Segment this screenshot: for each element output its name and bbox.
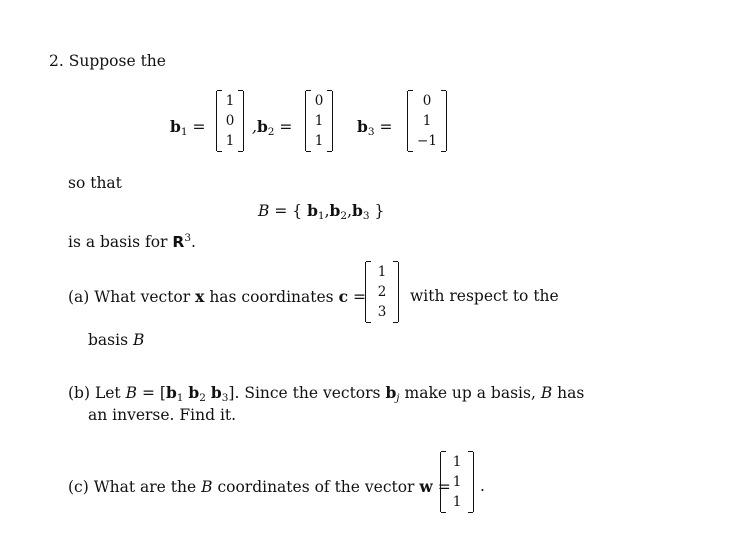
vector-b2-label: $,b_2$ = (252, 117, 293, 138)
matrix-entry: 1 (422, 113, 432, 129)
matrix-entry: 1 (377, 264, 387, 280)
basis-statement: is a basis for $R^3$. (68, 232, 196, 251)
so-that-text: so that (68, 174, 122, 192)
vector-b1-label: $b_1$ = (170, 117, 206, 138)
part-c-label: (c) (68, 478, 89, 496)
matrix-entry: 1 (452, 454, 462, 470)
part-a-line2: basis B (88, 331, 145, 349)
part-a-continuation: with respect to the (410, 287, 559, 305)
vector-b3-matrix (407, 91, 447, 151)
part-b-label: (b) (68, 384, 91, 402)
part-b-line2: an inverse. Find it. (88, 406, 237, 424)
vector-b3-label: $b_3$ = (357, 117, 393, 138)
part-c-vector-w (440, 452, 474, 512)
vector-b1-matrix (216, 91, 244, 151)
basis-set-equation: B = { $b_1,b_2,b_3$ } (258, 201, 385, 222)
matrix-entry: 1 (225, 133, 235, 149)
matrix-entry: 1 (452, 494, 462, 510)
part-a-question: (a) What vector x has coordinates c = (68, 287, 366, 306)
problem-header (49, 52, 166, 70)
matrix-entry: 1 (314, 133, 324, 149)
part-b-question: (b) Let $B = [b_1$ $b_2$ $b_3$]. Since the vectors $b_j$ make up a basis, B has (68, 383, 585, 404)
matrix-entry: 0 (422, 93, 432, 109)
problem-intro: Suppose the (68, 52, 166, 70)
part-a-label: (a) (68, 288, 90, 306)
matrix-entry: 1 (314, 113, 324, 129)
vector-b2-matrix (305, 91, 333, 151)
part-c-period: . (480, 477, 485, 495)
matrix-entry: 0 (225, 113, 235, 129)
part-c-question: (c) What are the B coordinates of the vector w = (68, 477, 451, 496)
matrix-entry: 1 (225, 93, 235, 109)
part-a-coordinate-vector (365, 262, 399, 322)
matrix-entry: −1 (417, 133, 437, 149)
matrix-entry: 1 (452, 474, 462, 490)
matrix-entry: 3 (377, 304, 387, 320)
matrix-entry: 2 (377, 284, 387, 300)
matrix-entry: 0 (314, 93, 324, 109)
problem-number: 2. (49, 52, 64, 70)
